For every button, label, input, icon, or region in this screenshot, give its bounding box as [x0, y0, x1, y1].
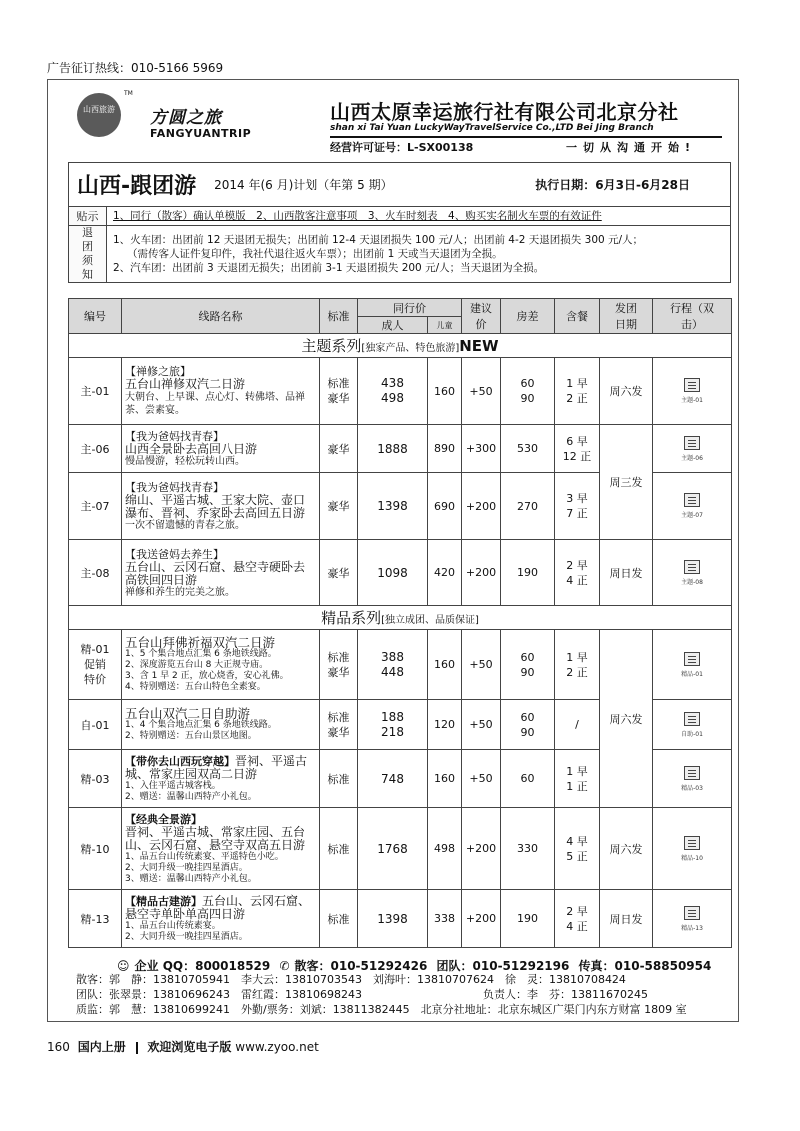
itinerary-doc-icon[interactable]: 精品-10 [653, 808, 732, 890]
tips-label: 贴示 [69, 207, 107, 226]
tips-links[interactable]: 1、同行（散客）确认单模版 2、山西散客注意事项 3、火车时刻表 4、购买实名制火车票的有效证件 [107, 207, 731, 226]
trademark-mark: TM [124, 90, 133, 97]
col-code: 编号 [69, 299, 122, 334]
itinerary-doc-icon[interactable]: 主题-06 [653, 425, 732, 473]
itinerary-doc-icon[interactable]: 自助-01 [653, 700, 732, 750]
itinerary-doc-icon[interactable]: 主题-01 [653, 358, 732, 425]
col-room: 房差 [501, 299, 555, 334]
license-number: 经营许可证号：L-SX00138 [330, 141, 474, 154]
staff-contacts: 散客：郭 静：13810705941 李大云：13810703543 刘海叶：13810707624 徐 灵：13810708424 团队：张翠景：13810696243 雷红霞：13810698243 负责人：李 芬：13811670245 质监：郭 慧：13810699241 外勤/票务：刘斌：13811382445 北京分社地址：北京东城区广渠门内东方财富 1809 室 [76, 973, 687, 1016]
table-row: 自-01 五台山双汽二日自助游 1、4 个集合地点汇集 6 条地铁线路。 2、特别赠送：五台山景区地图。 标准 豪华 188 218 120 +50 60 90 / 自助-01 [69, 700, 732, 750]
itinerary-doc-icon[interactable]: 主题-07 [653, 473, 732, 540]
page-footer [47, 1038, 319, 1055]
refund-policy: 1、火车团：出团前 12 天退团无损失；出团前 12-4 天退团损失 100 元/人；出团前 4-2 天退团损失 300 元/人； （需传客人证件复印件，我社代退往返火车票）；出团前 1 天或当天退团为全损。 2、汽车团：出团前 3 天退团无损失；出团前 3-1 天退团损失 200 元/人；当天退团为全损。 [107, 226, 731, 283]
col-adult: 成人 [358, 317, 428, 334]
col-standard: 标准 [320, 299, 358, 334]
section-theme: 主题系列[独家产品、特色旅游]NEW [69, 334, 732, 358]
brand-name-cn: 方圆之旅 [150, 108, 222, 128]
page-number: 160 [47, 1040, 70, 1054]
itinerary-doc-icon[interactable]: 精品-03 [653, 750, 732, 808]
section-name: 国内上册 [77, 1040, 126, 1054]
plan-header-table [68, 162, 731, 283]
table-row: 精-13 【精品古建游】五台山、云冈石窟、悬空寺单卧单高四日游 1、品五台山传统素宴。 2、大同升级一晚挂四星酒店。 标准 1398 338 +200 190 2 早 4 正 周日发 精品-13 [69, 890, 732, 948]
table-row: 精-01 促销 特价 五台山拜佛祈福双汽二日游 1、5 个集合地点汇集 6 条地铁线路。 2、深度游览五台山 8 大正规寺庙。 3、含 1 早 2 正，放心烧香，安心礼佛。 4、特别赠送：五台山特色全素宴。 标准 豪华 388 448 160 +50 60 90 1 早 2 正 周六发 精品-01 [69, 630, 732, 700]
itinerary-doc-icon[interactable]: 精品-01 [653, 630, 732, 700]
col-price: 同行价 [358, 299, 462, 317]
phone-icon: ✆ [279, 959, 290, 973]
welcome-text: 欢迎浏览电子版 [147, 1040, 232, 1054]
itinerary-doc-icon[interactable]: 精品-13 [653, 890, 732, 948]
table-row: 主-01 【禅修之旅】 五台山禅修双汽二日游 大朝台、上早课、点心灯、转佛塔、品禅茶、尝素宴。 标准 豪华 438 498 160 +50 60 90 1 早 2 正 周六发 主题-01 [69, 358, 732, 425]
page-title: 山西-跟团游 [77, 174, 197, 199]
section-premium: 精品系列[独立成团、品质保证] [69, 606, 732, 630]
header-divider [330, 136, 722, 138]
col-suggest: 建议价 [462, 299, 501, 334]
table-row: 精-10 【经典全景游】 晋祠、平遥古城、常家庄园、五台山、云冈石窟、悬空寺双高五日游 1、品五台山传统素宴、平遥特色小吃。 2、大同升级一晚挂四星酒店。 3、赠送：温馨山西特产小礼包。 标准 1768 498 +200 330 4 早 5 正 周六发 精品-10 [69, 808, 732, 890]
website-link[interactable]: www.zyoo.net [235, 1040, 319, 1054]
col-itinerary: 行程（双击） [653, 299, 732, 334]
company-slogan: 一切从沟通开始! [566, 141, 697, 154]
company-name-en: shan xi Tai Yuan LuckyWayTravelService Co.,LTD Bei Jing Branch [330, 123, 654, 133]
route-table [68, 298, 732, 948]
plan-period: 2014 年(6 月)计划（年第 5 期） [214, 178, 393, 192]
table-row: 主-06 【我为爸妈找青春】 山西全景卧去高回八日游 慢品慢游，轻松玩转山西。 豪华 1888 890 +300 530 6 早 12 正 周三发 主题-06 [69, 425, 732, 473]
col-child: 儿童 [428, 317, 462, 334]
company-logo: 山西旅游 [77, 93, 121, 137]
table-row: 主-07 【我为爸妈找青春】 绵山、平遥古城、王家大院、壶口瀑布、晋祠、乔家卧去高回五日游 一次不留遗憾的青春之旅。 豪华 1398 690 +200 270 3 早 7 正 主题-07 [69, 473, 732, 540]
contact-line: ☺ 企业 QQ：800018529 ✆ 散客：010-51292426 团队：010-51292196 传真：010-58850954 [117, 959, 712, 973]
execution-dates: 执行日期：6月3日-6月28日 [535, 178, 690, 192]
ad-hotline: 广告征订热线：010-5166 5969 [47, 61, 224, 75]
col-route: 线路名称 [122, 299, 320, 334]
brand-name-en: FANGYUANTRIP [150, 127, 252, 140]
col-meal: 含餐 [555, 299, 600, 334]
itinerary-doc-icon[interactable]: 主题-08 [653, 540, 732, 606]
table-row: 主-08 【我送爸妈去养生】 五台山、云冈石窟、悬空寺硬卧去高铁回四日游 禅修和养生的完美之旅。 豪华 1098 420 +200 190 2 早 4 正 周日发 主题-08 [69, 540, 732, 606]
refund-label: 退团须知 [69, 226, 107, 283]
company-name-cn: 山西太原幸运旅行社有限公司北京分社 [330, 100, 679, 124]
table-row: 精-03 【带你去山西玩穿越】晋祠、平遥古城、常家庄园双高二日游 1、入住平遥古城客栈。 2、赠送：温馨山西特产小礼包。 标准 748 160 +50 60 1 早 1 正 精品-03 [69, 750, 732, 808]
col-depart: 发团日期 [600, 299, 653, 334]
qq-icon: ☺ [117, 959, 130, 973]
